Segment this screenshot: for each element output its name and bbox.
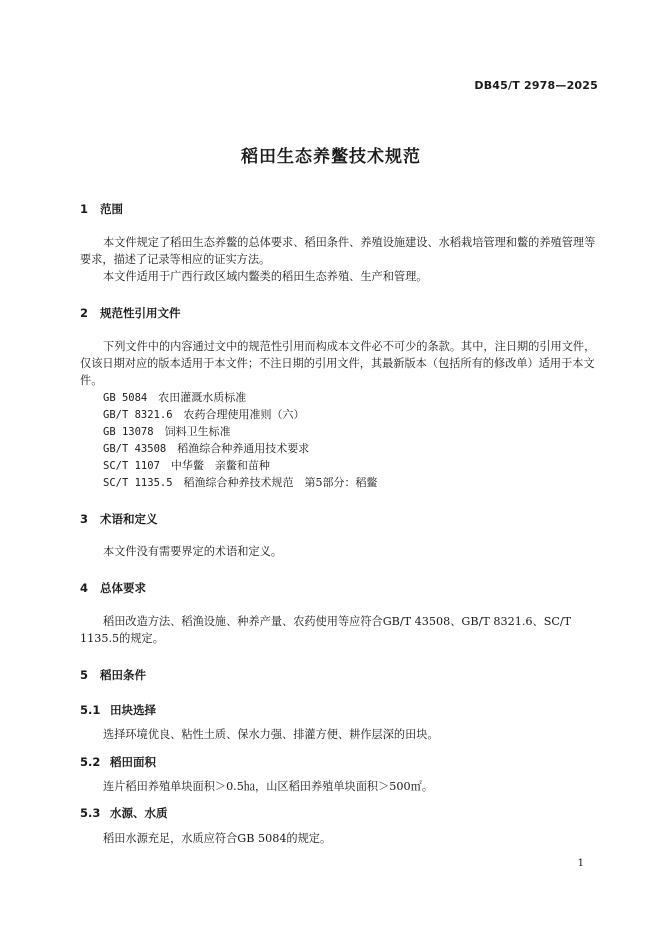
section-title: 范围: [100, 202, 123, 216]
subsection-5-1-paragraph: 选择环境优良、粘性土质、保水力强、排灌方便、耕作层深的田块。: [103, 728, 439, 741]
document-title: 稻田生态养鳖技术规范: [241, 147, 421, 167]
section-1-paragraph-2: 本文件适用于广西行政区域内鳖类的稻田生态养殖、生产和管理。: [103, 270, 428, 283]
subsection-number: 5.1: [80, 703, 101, 717]
reference-code: GB 5084: [103, 392, 148, 404]
section-number: 3: [80, 512, 89, 526]
reference-item: [103, 440, 309, 458]
reference-item: [103, 389, 246, 407]
reference-name: 中华鳖 亲鳖和苗种: [170, 459, 270, 472]
section-number: 1: [80, 202, 89, 216]
section-1-heading: [80, 201, 123, 217]
reference-item: [103, 474, 378, 492]
subsection-title: 稻田面积: [110, 755, 156, 769]
section-number: 4: [80, 581, 89, 595]
section-3-heading: [80, 511, 158, 527]
reference-code: GB/T 8321.6: [103, 409, 173, 421]
section-title: 术语和定义: [100, 512, 158, 526]
reference-item: [103, 423, 231, 441]
subsection-title: 水源、水质: [110, 806, 168, 820]
subsection-5-2-paragraph: 连片稻田养殖单块面积＞0.5㏊，山区稻田养殖单块面积＞500㎡。: [103, 780, 434, 793]
subsection-5-1-heading: [80, 702, 156, 718]
subsection-5-2-heading: [80, 754, 156, 770]
section-1-paragraph-1: 本文件规定了稻田生态养鳖的总体要求、稻田条件、养殖设施建设、水稻栽培管理和鳖的养殖管理等要求，描述了记录等相应的证实方法。: [80, 236, 596, 266]
reference-name: 饲料卫生标准: [164, 425, 231, 438]
reference-name: 稻渔综合种养技术规范 第5部分：稻鳖: [183, 476, 378, 489]
reference-code: SC/T 1107: [103, 460, 160, 472]
reference-name: 农药合理使用准则（六）: [183, 408, 305, 421]
standard-number: DB45/T 2978—2025: [474, 79, 598, 92]
reference-name: 农田灌溉水质标准: [158, 391, 247, 404]
section-title: 总体要求: [100, 581, 146, 595]
section-4-heading: [80, 580, 146, 596]
section-title: 规范性引用文件: [100, 306, 181, 320]
section-2-paragraph-1: 下列文件中的内容通过文中的规范性引用而构成本文件必不可少的条款。其中，注日期的引用文件，仅该日期对应的版本适用于本文件；不注日期的引用文件，其最新版本（包括所有的修改单）适用于本文件。: [80, 340, 596, 387]
section-2-heading: [80, 305, 181, 321]
subsection-5-3-heading: [80, 805, 168, 821]
page-number: 1: [577, 858, 584, 869]
section-4-paragraph-1: 稻田改造方法、稻渔设施、种养产量、农药使用等应符合GB/T 43508、GB/T 8321.6、SC/T 1135.5的规定。: [80, 615, 572, 645]
reference-code: GB/T 43508: [103, 443, 167, 455]
reference-code: SC/T 1135.5: [103, 477, 173, 489]
reference-item: [103, 457, 270, 475]
subsection-number: 5.2: [80, 755, 101, 769]
subsection-5-3-paragraph: 稻田水源充足，水质应符合GB 5084的规定。: [103, 832, 332, 845]
section-number: 2: [80, 306, 89, 320]
reference-code: GB 13078: [103, 426, 154, 438]
subsection-number: 5.3: [80, 806, 101, 820]
reference-name: 稻渔综合种养通用技术要求: [177, 442, 310, 455]
section-number: 5: [80, 668, 89, 682]
subsection-title: 田块选择: [110, 703, 156, 717]
reference-item: [103, 406, 305, 424]
section-5-heading: [80, 667, 146, 683]
section-3-paragraph-1: 本文件没有需要界定的术语和定义。: [103, 545, 283, 558]
section-title: 稻田条件: [100, 668, 146, 682]
